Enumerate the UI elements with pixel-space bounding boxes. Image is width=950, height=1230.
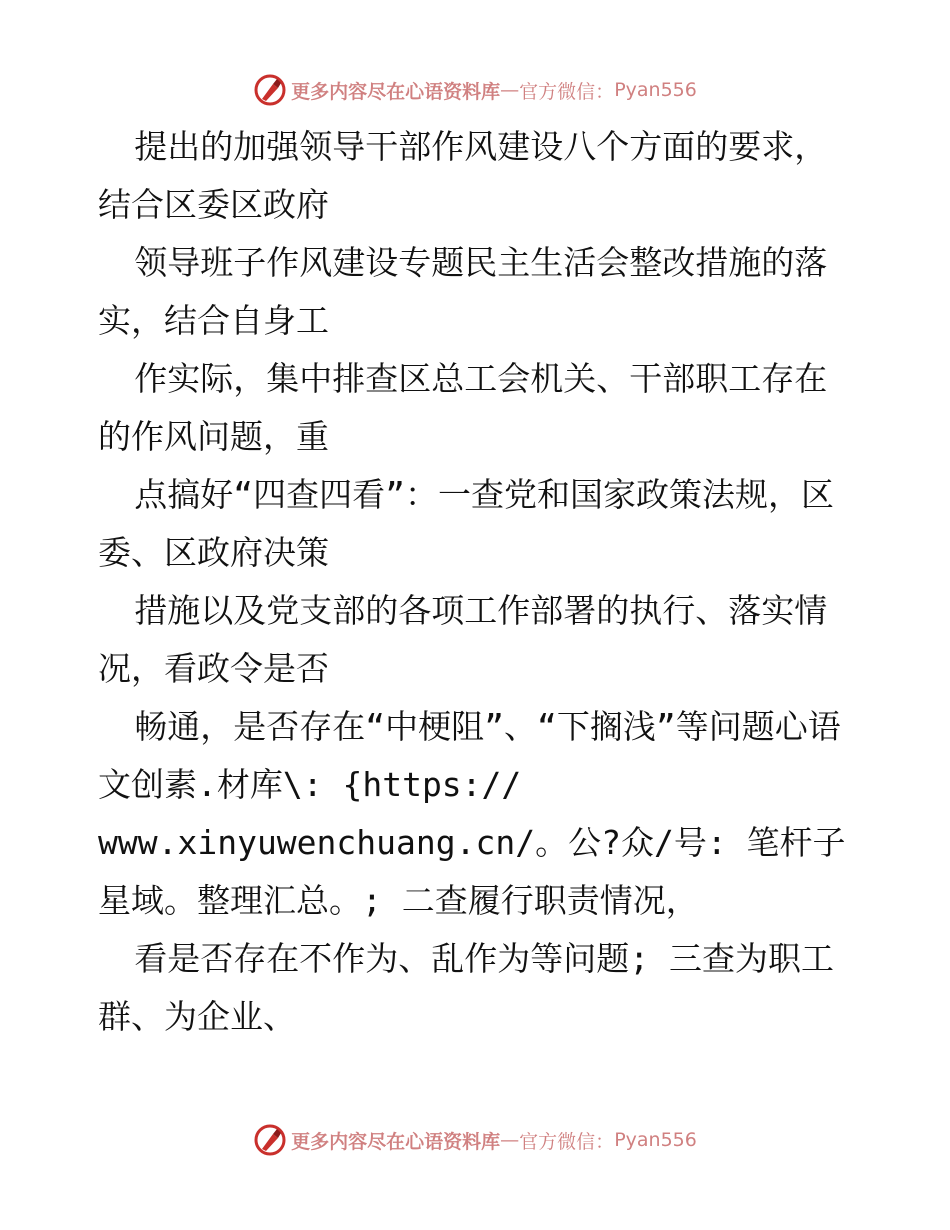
fountain-pen-logo-icon — [253, 1123, 287, 1157]
paragraph-6: 畅通，是否存在“中梗阻”、“下搁浅”等问题心语文创素.材库\: {https:// — [98, 707, 841, 804]
fountain-pen-logo-icon — [253, 73, 287, 107]
document-body — [98, 118, 858, 1046]
paragraph-3: 作实际，集中排查区总工会机关、干部职工存在的作风问题，重 — [98, 359, 828, 456]
watermark-wechat-label: 官方微信： — [519, 1130, 615, 1153]
paragraph-7: www.xinyuwenchuang.cn/。公?众/号: 笔杆子星域。整理汇总。; 二查履行职责情况， — [98, 823, 846, 920]
watermark-wechat-label: 官方微信： — [519, 80, 615, 103]
paragraph-5: 措施以及党支部的各项工作部署的执行、落实情况，看政令是否 — [98, 591, 828, 688]
paragraph-1: 提出的加强领导干部作风建设八个方面的要求，结合区委区政府 — [98, 127, 828, 224]
watermark-separator: — — [500, 1129, 520, 1151]
watermark-site-text: 更多内容尽在心语资料库 — [291, 80, 501, 103]
watermark-wechat-id: Pyan556 — [614, 79, 697, 101]
watermark-wechat-id: Pyan556 — [614, 1129, 697, 1151]
watermark-banner-bottom — [0, 1120, 950, 1160]
paragraph-4: 点搞好“四查四看”：一查党和国家政策法规，区委、区政府决策 — [98, 475, 835, 572]
watermark-site-text: 更多内容尽在心语资料库 — [291, 1130, 501, 1153]
watermark-banner-top — [0, 70, 950, 110]
paragraph-2: 领导班子作风建设专题民主生活会整改措施的落实，结合自身工 — [98, 243, 828, 340]
watermark-separator: — — [500, 79, 520, 101]
paragraph-8: 看是否存在不作为、乱作为等问题; 三查为职工群、为企业、 — [98, 939, 835, 1036]
